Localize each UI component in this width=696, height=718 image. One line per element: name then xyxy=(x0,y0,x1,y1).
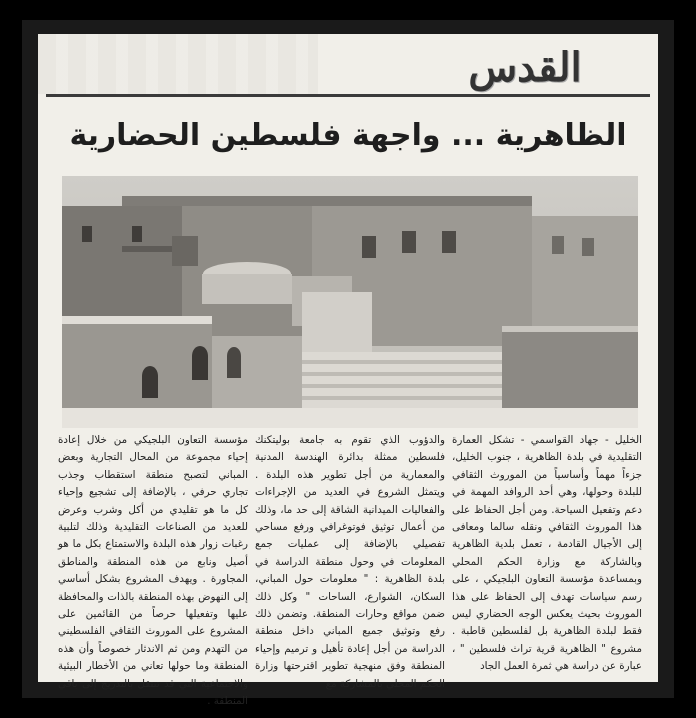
article-headline: الظاهرية ... واجهة فلسطين الحضارية xyxy=(69,118,627,153)
article-body xyxy=(58,432,642,708)
newspaper-masthead xyxy=(410,40,640,96)
article-column-2 xyxy=(255,432,445,690)
newspaper-logo: القدس xyxy=(468,44,582,91)
column-text: والدؤوب الذي تقوم به جامعة بوليتكنك فلسطين ممثلة بدائرة الهندسة المدنية والمعمارية من أجل تطوير هذه البلدة . ويتمثل الشروع في العديد من الإجراءات والفعاليات الميدانية الشاقة إلى حد ما، وذلك من أعمال توثيق فوتوغرافي ورفع مساحي تفصيلي بالإضافة إلى عمليات جمع المعلومات في وحول منطقة الدراسة في بلدة الظاهرية : " معلومات حول المباني، السكان، الشوارع، الساحات " وكل ذلك ضمن مواقع وحارات المنطقة. وتضمن ذلك رفع وتوثيق جميع المباني داخل منطقة الدراسة من أجل إعادة تأهيل و ترميم وإحياء المنطقة وفق منهجية تطوير اقترحتها وزارة الحكم المحلي بالمشاركة مع xyxy=(255,434,445,690)
article-photo xyxy=(62,176,638,428)
column-text: مؤسسة التعاون البلجيكي من خلال إعادة إحياء مجموعة من المحال التجارية وبعض المباني لتصبح منطقة استقطاب وجذب تجاري حرفي ، بالإضافة إلى تشجيع وإحياء كل ما هو تقليدي من أكل وشرب وعرض للعديد من الصناعات التقليدية وذلك لتلبية رغبات زوار هذه البلدة والاستمتاع بكل ما هو أصيل ونابع من هذه المنطقة والمناطق المجاورة . ويهدف المشروع بشكل أساسي إلى النهوض بهذه المنطقة بالذات والمحافظة عليها وتفعيلها حرصاً من القائمين على المشروع على الموروث الثقافي الفلسطيني من التهدم ومن ثم الاندثار خصوصاً وأن هذه المنطقة وما حولها تعاني من الأخطار البيئية والاجتماعية التي قد تنتقل بالتدريج إلى باقي المنطقة . xyxy=(58,434,248,708)
masthead-rule xyxy=(46,94,650,97)
newspaper-clipping xyxy=(38,34,658,708)
article-column-3 xyxy=(58,432,248,708)
old-town-buildings-image xyxy=(62,176,638,428)
column-text: الخليل - جهاد القواسمي - تشكل العمارة التقليدية في بلدة الظاهرية ، جنوب الخليل، جزءاً مهماً وأساسياً من الموروث الثقافي للبلدة وحولها، وهي أحد الروافد المهمة في دعم وتفعيل السياحة. ومن أجل الحفاظ على هذا الموروث الثقافي ونقله سالما ومعافى إلى الأجيال القادمة ، تعمل بلدية الظاهرية وبالشاركة مع وزارة الحكم المحلي وبمساعدة مؤسسة التعاون البلجيكي ، على رسم سياسات تهدف إلى الحفاظ على هذا الموروث بحيث يعكس الوجه الحضاري ليس فقط لبلدة الظاهرية بل لفلسطين قاطبة . مشروع " الظاهرية قرية تراث فلسطين " ، عبارة عن دراسة هي ثمرة العمل الجاد xyxy=(452,434,642,673)
bleed-through-background xyxy=(38,34,318,94)
article-column-1 xyxy=(452,432,642,680)
